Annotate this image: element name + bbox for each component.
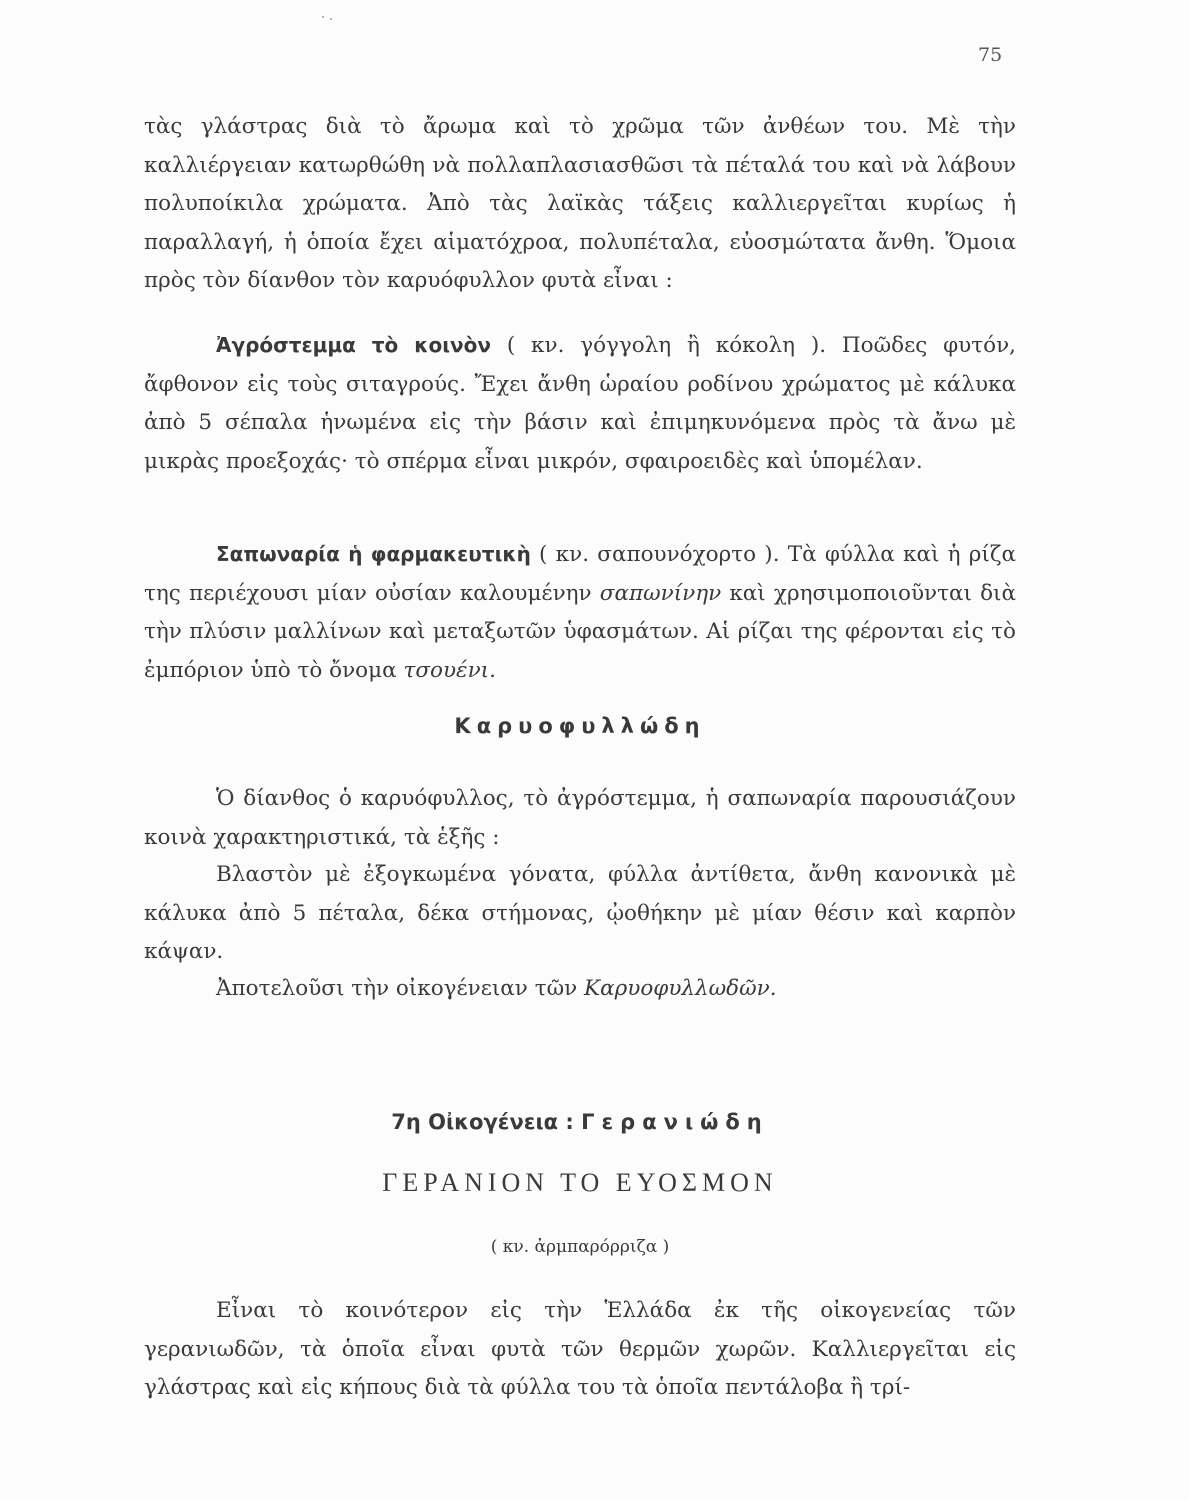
agrostemma-term: Ἀγρόστεμμα τὸ κοινὸν bbox=[216, 333, 491, 357]
paragraph-karyo-traits: Βλαστὸν μὲ ἐξογκωμένα γόνατα, φύλλα ἀντίθετα, ἄνθη κανονικὰ μὲ κάλυκα ἀπὸ 5 πέταλα, δέκα στήμονας, ᾠοθήκην μὲ μίαν θέσιν καὶ καρπὸν κάψαν. bbox=[144, 862, 1016, 964]
paragraph-karyo-common: Ὁ δίανθος ὁ καρυόφυλλος, τὸ ἀγρόστεμμα, ἡ σαπωναρία παρουσιάζουν κοινὰ χαρακτηριστικά, τὰ ἑξῆς : bbox=[144, 786, 1016, 850]
paragraph-karyo-family bbox=[144, 970, 1016, 1009]
family-heading bbox=[144, 1110, 1016, 1134]
heading-karyofyllodi: Καρυοφυλλώδη bbox=[454, 714, 706, 738]
paragraph-geranion: Εἶναι τὸ κοινότερον εἰς τὴν Ἑλλάδα ἐκ τῆς οἰκογενείας τῶν γερανιωδῶν, τὰ ὁποῖα εἶναι φυτὰ τῶν θερμῶν χωρῶν. Καλλιεργεῖται εἰς γλάστρας καὶ εἰς κήπους διὰ τὰ φύλλα του τὰ ὁποῖα πεντάλοβα ἢ τρί- bbox=[144, 1298, 1016, 1400]
paragraph-saponaria bbox=[144, 535, 1016, 690]
agrostemma-body: ( κν. γόγγολη ἢ κόκολη ). Ποῶδες φυτόν, ἄφθονον εἰς τοὺς σιταγρούς. Ἔχει ἄνθη ὡραίου ροδίνου χρώματος μὲ κάλυκα ἀπὸ 5 σέπαλα ἡνωμένα εἰς τὴν βάσιν καὶ ἐπιμηκυνόμενα πρὸς τὰ ἄνω μὲ μικρὰς προεξοχάς· τὸ σπέρμα εἶναι μικρόν, σφαιροειδὲς καὶ ὑπομέλαν. bbox=[144, 333, 1016, 474]
saponaria-body-2: καὶ χρησιμοποιοῦνται διὰ τὴν πλύσιν μαλλίνων καὶ μεταξωτῶν ὑφασμάτων. Αἱ ρίζαι της φέρονται εἰς τὸ ἐμπόριον ὑπὸ τὸ ὄνομα bbox=[144, 580, 1016, 683]
print-speck bbox=[322, 16, 324, 18]
geranion-title: ΓΕΡΑΝΙΟΝ ΤΟ ΕΥΟΣΜΟΝ bbox=[382, 1168, 778, 1197]
print-speck bbox=[330, 18, 332, 20]
geranion-common-name: ( κν. ἀρμπαρόρριζα ) bbox=[490, 1237, 670, 1257]
page-number: 75 bbox=[978, 44, 1003, 66]
saponaria-term: Σαπωναρία ἡ φαρμακευτικὴ bbox=[216, 542, 531, 566]
karyo-family-prefix: Ἀποτελοῦσι τὴν οἰκογένειαν τῶν bbox=[216, 976, 585, 1001]
paragraph-intro: τὰς γλάστρας διὰ τὸ ἄρωμα καὶ τὸ χρῶμα τῶν ἀνθέων του. Μὲ τὴν καλλιέργειαν κατωρθώθη νὰ πολλαπλασιασθῶσι τὰ πέταλά του καὶ νὰ λάβουν πολυποίκιλα χρώματα. Ἀπὸ τὰς λαϊκὰς τάξεις καλλιεργεῖται κυρίως ἡ παραλλαγή, ἡ ὁποία ἔχει αἱματόχροα, πολυπέταλα, εὐοσμώτατα ἄνθη. Ὅμοια πρὸς τὸν δίανθον τὸν καρυόφυλλον φυτὰ εἶναι : bbox=[144, 114, 1016, 293]
saponaria-body-1: ( κν. σαπουνόχορτο ). Τὰ φύλλα καὶ ἡ ρίζα της περιέχουσι μίαν οὐσίαν καλουμένην bbox=[144, 542, 1016, 606]
saponaria-italic-saponin: σαπωνίνην bbox=[599, 580, 722, 606]
family-heading-name: Γερανιώδη bbox=[581, 1110, 769, 1134]
family-heading-prefix: 7η Οἰκογένεια : bbox=[391, 1110, 582, 1134]
karyo-family-italic: Καρυοφυλλωδῶν. bbox=[584, 976, 777, 1001]
saponaria-italic-tsoueni: τσουένι. bbox=[403, 657, 496, 683]
paragraph-agrostemma bbox=[144, 326, 1016, 481]
